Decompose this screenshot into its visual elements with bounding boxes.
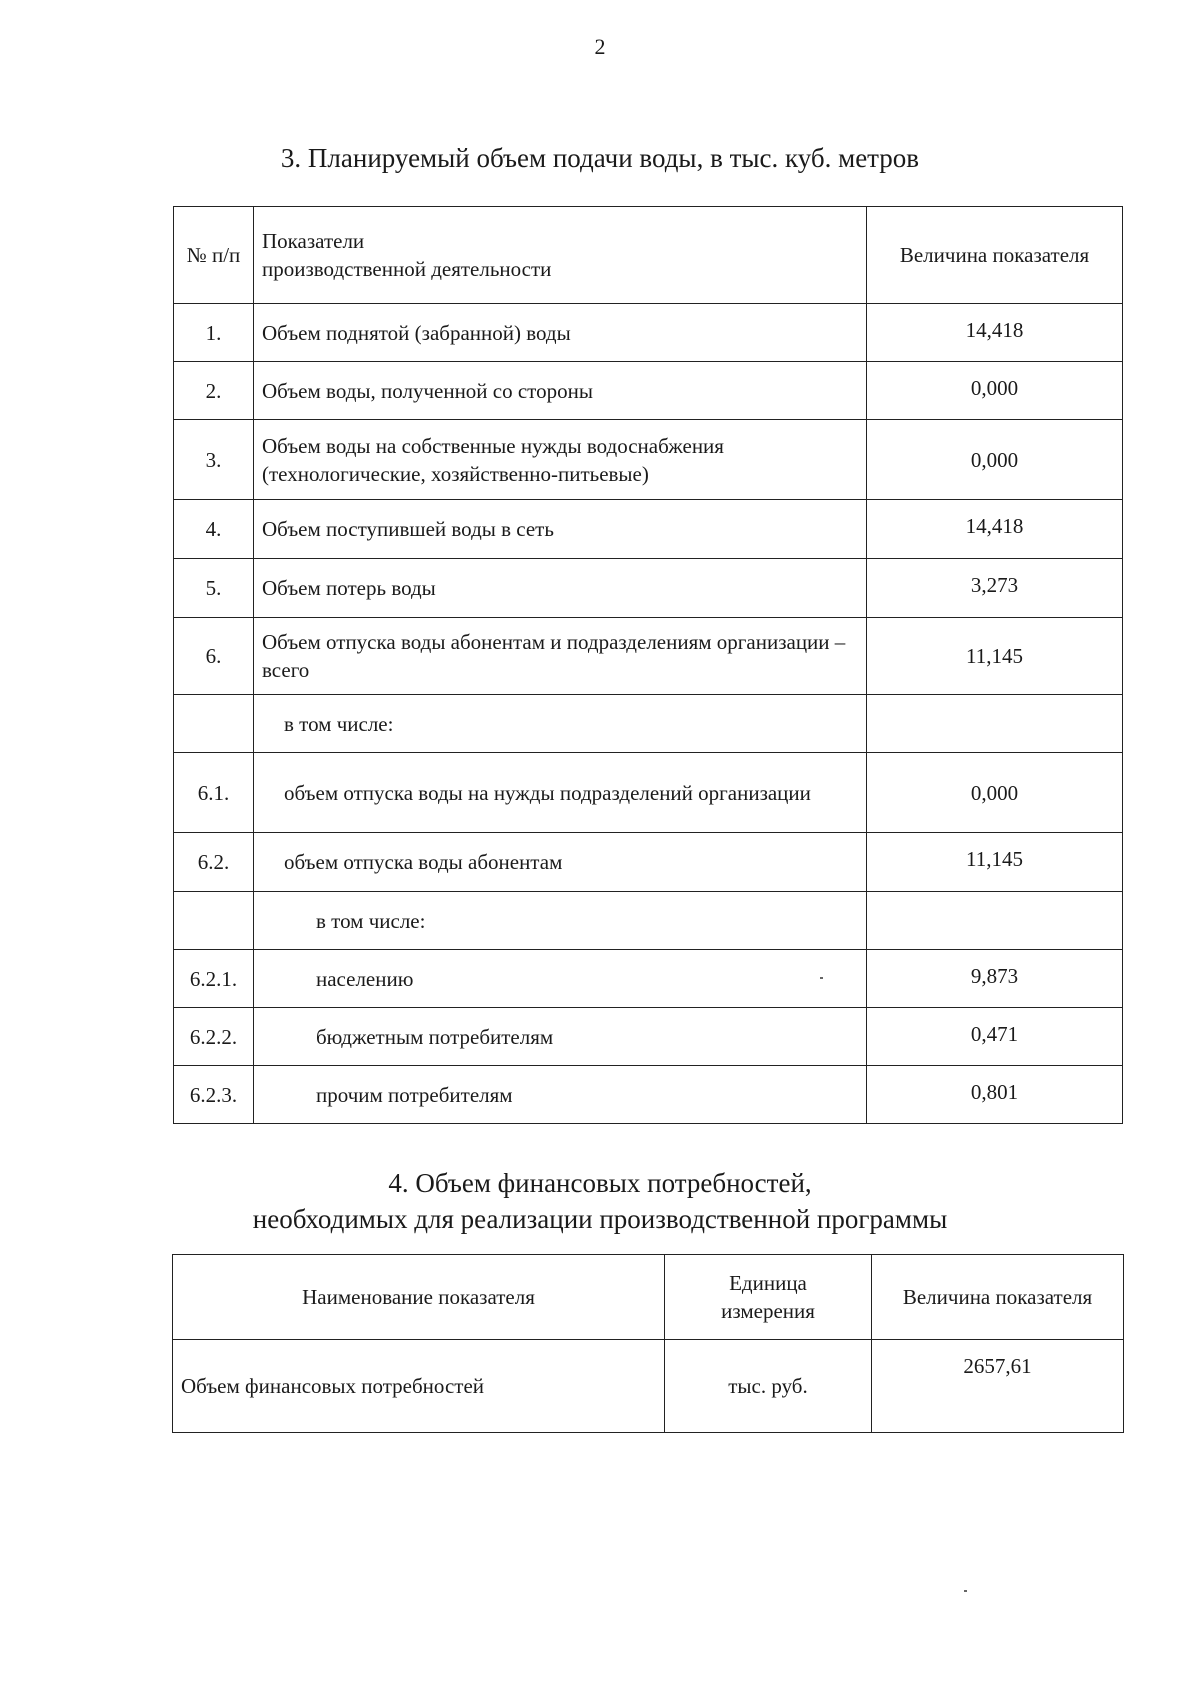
row-num: 2. [174, 362, 254, 420]
header-value: Величина показателя [872, 1255, 1124, 1340]
table-row [174, 304, 1123, 362]
row-value: 0,471 [867, 1008, 1123, 1066]
row-num: 6.1. [174, 753, 254, 833]
row-num: 1. [174, 304, 254, 362]
row-indicator: прочим потребителям [254, 1066, 867, 1124]
row-indicator: объем отпуска воды абонентам [254, 833, 867, 892]
row-value [867, 695, 1123, 753]
table-header-row [174, 207, 1123, 304]
row-indicator: Объем поступившей воды в сеть [254, 500, 867, 559]
header-unit-line2: измерения [721, 1299, 815, 1323]
row-name: Объем финансовых потребностей [173, 1340, 665, 1433]
section-4-title-line1: 4. Объем финансовых потребностей, [388, 1168, 812, 1198]
section-4-title-line2: необходимых для реализации производственной программы [252, 1204, 948, 1234]
header-name: Наименование показателя [173, 1255, 665, 1340]
row-num: 6.2. [174, 833, 254, 892]
section-4-title [0, 1165, 1200, 1237]
row-indicator: объем отпуска воды на нужды подразделений организации [254, 753, 867, 833]
row-num [174, 892, 254, 950]
table-row [174, 420, 1123, 500]
table-row [174, 1008, 1123, 1066]
row-num: 6.2.2. [174, 1008, 254, 1066]
table-row [174, 833, 1123, 892]
row-indicator: Объем поднятой (забранной) воды [254, 304, 867, 362]
table-row [174, 1066, 1123, 1124]
header-indicator [254, 207, 867, 304]
header-indicator-line1: Показатели [262, 229, 365, 253]
row-value [867, 892, 1123, 950]
table-row [174, 500, 1123, 559]
table-row [174, 695, 1123, 753]
row-num: 4. [174, 500, 254, 559]
table-row [174, 892, 1123, 950]
section-3-title: 3. Планируемый объем подачи воды, в тыс. куб. метров [280, 143, 920, 173]
row-indicator: Объем потерь воды [254, 559, 867, 618]
row-value: 14,418 [867, 304, 1123, 362]
header-num: № п/п [174, 207, 254, 304]
row-indicator: бюджетным потребителям [254, 1008, 867, 1066]
header-unit [665, 1255, 872, 1340]
table-row [173, 1340, 1124, 1433]
row-value: 11,145 [867, 833, 1123, 892]
row-num: 6.2.1. [174, 950, 254, 1008]
page-number: 2 [594, 34, 606, 59]
row-value: 14,418 [867, 500, 1123, 559]
table-row [174, 753, 1123, 833]
row-indicator: Объем воды на собственные нужды водоснабжения (технологические, хозяйственно-питьевые) [254, 420, 867, 500]
row-indicator: Объем отпуска воды абонентам и подразделениям организации – всего [254, 618, 867, 695]
header-indicator-line2: производственной деятельности [262, 257, 552, 281]
row-value: 0,000 [867, 753, 1123, 833]
header-value: Величина показателя [867, 207, 1123, 304]
row-value: 0,801 [867, 1066, 1123, 1124]
row-indicator: в том числе: [254, 892, 867, 950]
row-value: 3,273 [867, 559, 1123, 618]
row-value: 2657,61 [872, 1340, 1124, 1433]
header-unit-line1: Единица [729, 1271, 807, 1295]
row-num: 5. [174, 559, 254, 618]
row-indicator: в том числе: [254, 695, 867, 753]
row-indicator: населению [254, 950, 867, 1008]
table-row [174, 618, 1123, 695]
row-value: 11,145 [867, 618, 1123, 695]
row-num: 6.2.3. [174, 1066, 254, 1124]
table-row [174, 362, 1123, 420]
row-value: 9,873 [867, 950, 1123, 1008]
row-unit: тыс. руб. [665, 1340, 872, 1433]
table-row [174, 950, 1123, 1008]
scan-speck [820, 977, 823, 979]
scan-speck [964, 1590, 967, 1592]
row-num: 6. [174, 618, 254, 695]
financial-needs-table [172, 1254, 1124, 1433]
water-supply-table [173, 206, 1123, 1124]
table-header-row [173, 1255, 1124, 1340]
row-num: 3. [174, 420, 254, 500]
row-value: 0,000 [867, 420, 1123, 500]
row-num [174, 695, 254, 753]
row-indicator: Объем воды, полученной со стороны [254, 362, 867, 420]
row-value: 0,000 [867, 362, 1123, 420]
table-row [174, 559, 1123, 618]
